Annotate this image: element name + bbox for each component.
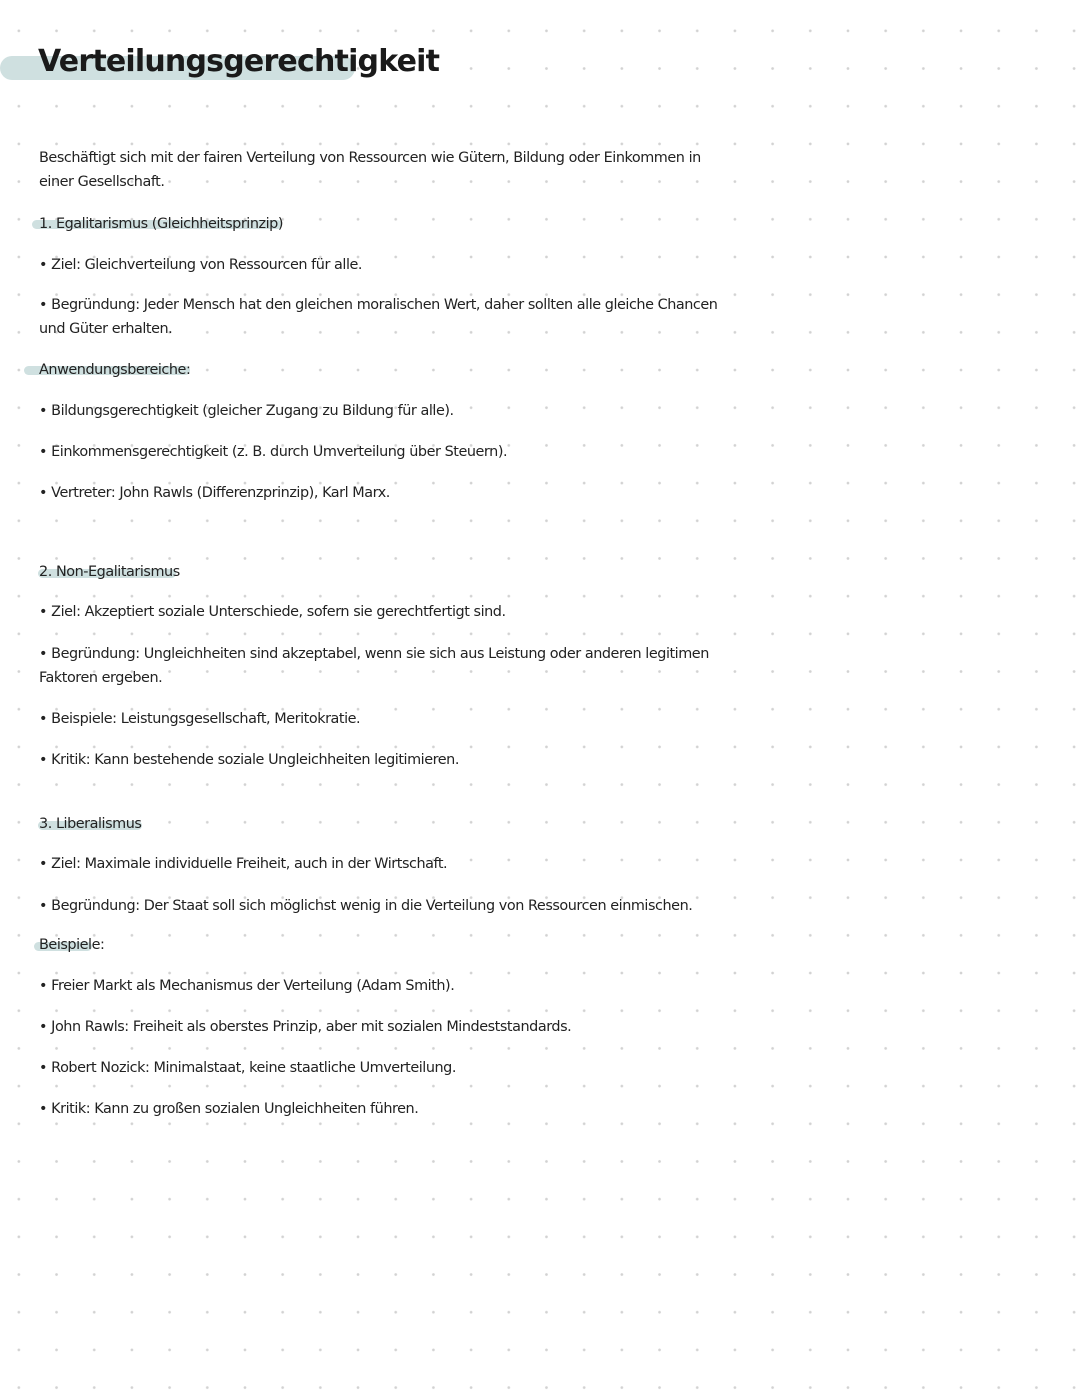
list-item: • Bildungsgerechtigkeit (gleicher Zugang zu Bildung für alle). (39, 403, 454, 419)
section2-critique: • Kritik: Kann bestehende soziale Ungleichheiten legitimieren. (39, 752, 459, 768)
list-item: • Vertreter: John Rawls (Differenzprinzip), Karl Marx. (39, 485, 390, 501)
section3-subheading: Beispiele: (39, 937, 105, 953)
list-item: • John Rawls: Freiheit als oberstes Prinzip, aber mit sozialen Mindeststandards. (39, 1019, 572, 1035)
list-item: • Kritik: Kann zu großen sozialen Ungleichheiten führen. (39, 1101, 419, 1117)
title-block (0, 44, 440, 88)
page-title: Verteilungsgerechtigkeit (38, 44, 440, 79)
section2-examples: • Beispiele: Leistungsgesellschaft, Meritokratie. (39, 711, 361, 727)
section2-heading: 2. Non-Egalitarismus (39, 564, 180, 580)
section3-heading: 3. Liberalismus (39, 816, 142, 832)
section1-heading: 1. Egalitarismus (Gleichheitsprinzip) (39, 216, 284, 232)
section3-reason: • Begründung: Der Staat soll sich möglichst wenig in die Verteilung von Ressourcen einmischen. (39, 898, 693, 914)
section1-subheading: Anwendungsbereiche: (39, 362, 191, 378)
list-item: • Robert Nozick: Minimalstaat, keine staatliche Umverteilung. (39, 1060, 456, 1076)
section3-goal: • Ziel: Maximale individuelle Freiheit, auch in der Wirtschaft. (39, 856, 448, 872)
section1-goal: • Ziel: Gleichverteilung von Ressourcen für alle. (39, 257, 363, 273)
list-item: • Einkommensgerechtigkeit (z. B. durch Umverteilung über Steuern). (39, 444, 508, 460)
section1-reason: • Begründung: Jeder Mensch hat den gleichen moralischen Wert, daher sollten alle gleiche Chancen und Güter erhalten. (39, 297, 718, 337)
section2-reason: • Begründung: Ungleichheiten sind akzeptabel, wenn sie sich aus Leistung oder anderen legitimen Faktoren ergeben. (39, 646, 709, 686)
section2-goal: • Ziel: Akzeptiert soziale Unterschiede, sofern sie gerechtfertigt sind. (39, 604, 506, 620)
intro-text: Beschäftigt sich mit der fairen Verteilung von Ressourcen wie Gütern, Bildung oder Einkommen in einer Gesellschaft. (39, 150, 701, 190)
list-item: • Freier Markt als Mechanismus der Verteilung (Adam Smith). (39, 978, 455, 994)
